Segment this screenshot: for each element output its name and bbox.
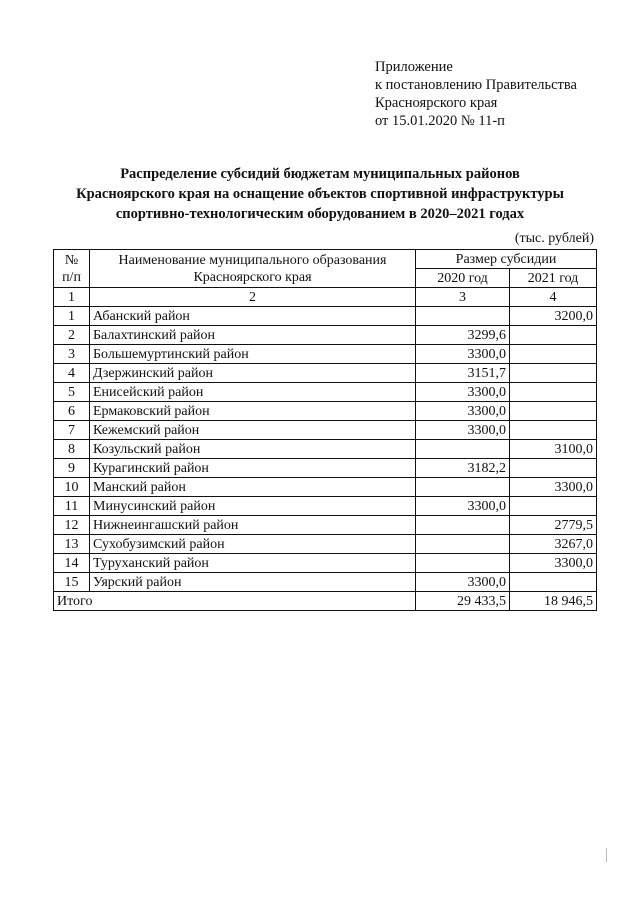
value-2020: 3300,0 — [416, 383, 510, 402]
value-2020: 3151,7 — [416, 364, 510, 383]
table-row — [54, 459, 597, 478]
district-name: Минусинский район — [90, 497, 416, 516]
table-row — [54, 402, 597, 421]
annex-region-line: Красноярского края — [375, 95, 498, 111]
district-name: Курагинский район — [90, 459, 416, 478]
header-num — [54, 250, 90, 288]
row-number: 13 — [54, 535, 90, 554]
value-2020: 3300,0 — [416, 402, 510, 421]
title-line-2: Красноярского края на оснащение объектов спортивной инфраструктуры — [76, 186, 564, 202]
annex-date-line: от 15.01.2020 № 11-п — [375, 113, 505, 129]
total-2020: 29 433,5 — [416, 592, 510, 611]
table-row — [54, 554, 597, 573]
value-2020 — [416, 440, 510, 459]
row-number: 3 — [54, 345, 90, 364]
value-2021 — [510, 497, 597, 516]
table-row — [54, 307, 597, 326]
table-row — [54, 383, 597, 402]
district-name: Манский район — [90, 478, 416, 497]
annex-title: Приложение — [375, 59, 453, 75]
column-number-row — [54, 288, 597, 307]
value-2020: 3300,0 — [416, 573, 510, 592]
value-2021 — [510, 402, 597, 421]
table-row — [54, 497, 597, 516]
value-2021: 3100,0 — [510, 440, 597, 459]
header-year-2021: 2021 год — [510, 269, 597, 288]
header-year-2020: 2020 год — [416, 269, 510, 288]
col-number-4: 4 — [510, 288, 597, 307]
row-number: 5 — [54, 383, 90, 402]
table-row — [54, 345, 597, 364]
header-subsidy: Размер субсидии — [416, 250, 597, 269]
row-number: 4 — [54, 364, 90, 383]
value-2020: 3299,6 — [416, 326, 510, 345]
value-2020 — [416, 478, 510, 497]
row-number: 7 — [54, 421, 90, 440]
annex-resolution-line: к постановлению Правительства — [375, 77, 577, 93]
header-row-1 — [54, 250, 597, 269]
district-name: Большемуртинский район — [90, 345, 416, 364]
title-line-1: Распределение субсидий бюджетам муниципальных районов — [120, 166, 520, 182]
row-number: 8 — [54, 440, 90, 459]
value-2020: 3300,0 — [416, 497, 510, 516]
district-name: Балахтинский район — [90, 326, 416, 345]
scan-artifact-line — [606, 848, 607, 862]
district-name: Уярский район — [90, 573, 416, 592]
header-name — [90, 250, 416, 288]
value-2021: 3300,0 — [510, 554, 597, 573]
header-name-line2: Красноярского края — [193, 269, 312, 285]
table-body — [54, 307, 597, 611]
row-number: 10 — [54, 478, 90, 497]
row-number: 1 — [54, 307, 90, 326]
row-number: 12 — [54, 516, 90, 535]
total-label: Итого — [54, 592, 416, 611]
row-number: 14 — [54, 554, 90, 573]
value-2021 — [510, 383, 597, 402]
col-number-2: 2 — [90, 288, 416, 307]
table-row — [54, 326, 597, 345]
district-name: Туруханский район — [90, 554, 416, 573]
district-name: Козульский район — [90, 440, 416, 459]
table-row — [54, 421, 597, 440]
district-name: Нижнеингашский район — [90, 516, 416, 535]
district-name: Енисейский район — [90, 383, 416, 402]
document-title — [50, 164, 590, 224]
total-row — [54, 592, 597, 611]
value-2020 — [416, 535, 510, 554]
value-2021: 3200,0 — [510, 307, 597, 326]
district-name: Абанский район — [90, 307, 416, 326]
value-2021: 2779,5 — [510, 516, 597, 535]
table-row — [54, 535, 597, 554]
value-2021 — [510, 573, 597, 592]
value-2021: 3267,0 — [510, 535, 597, 554]
value-2021 — [510, 326, 597, 345]
value-2021 — [510, 345, 597, 364]
annex-block — [375, 58, 577, 130]
value-2020: 3300,0 — [416, 345, 510, 364]
value-2020 — [416, 554, 510, 573]
value-2021 — [510, 421, 597, 440]
subsidy-table — [53, 249, 597, 611]
district-name: Кежемский район — [90, 421, 416, 440]
value-2021: 3300,0 — [510, 478, 597, 497]
col-number-3: 3 — [416, 288, 510, 307]
units-note: (тыс. рублей) — [514, 231, 594, 246]
district-name: Ермаковский район — [90, 402, 416, 421]
col-number-1: 1 — [54, 288, 90, 307]
table-row — [54, 516, 597, 535]
total-2021: 18 946,5 — [510, 592, 597, 611]
row-number: 6 — [54, 402, 90, 421]
value-2020: 3182,2 — [416, 459, 510, 478]
district-name: Дзержинский район — [90, 364, 416, 383]
table-row — [54, 440, 597, 459]
header-num-line1: № — [64, 252, 79, 268]
table-row — [54, 478, 597, 497]
title-line-3: спортивно-технологическим оборудованием в 2020–2021 годах — [115, 206, 525, 222]
header-name-line1: Наименование муниципального образования — [118, 252, 387, 268]
value-2021 — [510, 459, 597, 478]
header-num-line2: п/п — [62, 269, 81, 285]
row-number: 15 — [54, 573, 90, 592]
value-2020: 3300,0 — [416, 421, 510, 440]
row-number: 9 — [54, 459, 90, 478]
value-2020 — [416, 307, 510, 326]
value-2020 — [416, 516, 510, 535]
table-row — [54, 573, 597, 592]
row-number: 11 — [54, 497, 90, 516]
district-name: Сухобузимский район — [90, 535, 416, 554]
row-number: 2 — [54, 326, 90, 345]
value-2021 — [510, 364, 597, 383]
table-row — [54, 364, 597, 383]
